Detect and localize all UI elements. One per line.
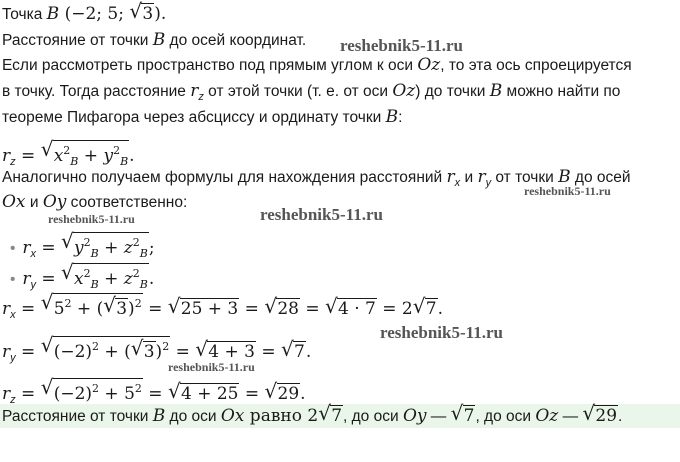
text: — xyxy=(426,408,451,425)
math-var: B xyxy=(489,81,503,101)
sqrt xyxy=(413,297,438,321)
superscript: 2 xyxy=(92,382,100,395)
radicand: 25 + 3 xyxy=(180,299,239,319)
math-var: x xyxy=(74,269,84,289)
text: : xyxy=(398,109,403,126)
math: . xyxy=(437,299,443,319)
sqrt xyxy=(41,378,143,406)
math: = xyxy=(255,342,281,362)
math: + ( xyxy=(71,299,104,319)
sqrt xyxy=(103,298,128,319)
math-var: r xyxy=(446,167,455,187)
text: Расстояние от точки xyxy=(2,32,153,49)
radicand: 29 xyxy=(277,384,300,404)
math: равно 2 xyxy=(244,406,319,426)
subscript: y xyxy=(30,279,36,291)
text: в точку. Тогда расстояние xyxy=(2,83,191,100)
subscript: z xyxy=(198,91,204,103)
radicand: 4 + 25 xyxy=(180,384,239,404)
subscript: B xyxy=(139,278,148,291)
radicand xyxy=(53,293,143,319)
math-var: r xyxy=(2,299,11,319)
section-heading xyxy=(2,28,306,53)
radicand: 7 xyxy=(294,342,305,362)
superscript: 2 xyxy=(134,382,142,395)
text: до осей координат. xyxy=(165,32,307,49)
math: = xyxy=(35,269,62,289)
math-var: Oy xyxy=(42,192,67,212)
watermark: reshebnik5-11.ru xyxy=(168,360,255,374)
text: можно найти по xyxy=(502,83,621,100)
subscript: y xyxy=(485,177,492,189)
math-var: r xyxy=(22,269,31,289)
text: , то эта ось спроецируется xyxy=(440,57,632,74)
sqrt xyxy=(318,404,343,428)
text: до осей xyxy=(570,169,631,186)
math: = xyxy=(142,384,168,404)
superscript: 2 xyxy=(63,144,71,157)
math-var: z xyxy=(123,238,133,258)
sqrt xyxy=(41,293,143,321)
radicand xyxy=(53,378,143,404)
math-var: Oz xyxy=(417,55,441,75)
sqrt xyxy=(325,297,377,321)
math: = xyxy=(170,342,196,362)
radicand: 28 xyxy=(277,299,299,319)
math: + xyxy=(98,238,124,258)
sqrt xyxy=(41,336,170,364)
text: , до оси xyxy=(343,408,403,425)
sqrt xyxy=(61,263,149,295)
radicand xyxy=(73,232,149,264)
radicand: 29 xyxy=(595,406,618,426)
subscript: x xyxy=(30,248,36,260)
math-var: B xyxy=(558,167,571,187)
text: Точка xyxy=(2,6,47,23)
superscript: 2 xyxy=(83,236,91,249)
math-var: Oz xyxy=(535,406,559,426)
list-item xyxy=(10,232,155,266)
superscript: 2 xyxy=(132,236,140,249)
text: и xyxy=(460,169,478,186)
math-var: r xyxy=(22,238,31,258)
math-var: Oz xyxy=(392,81,416,101)
paragraph-line xyxy=(2,105,402,130)
math: ). xyxy=(154,4,167,24)
superscript: 2 xyxy=(92,340,100,353)
radicand xyxy=(73,263,149,295)
subscript: x xyxy=(10,309,16,321)
text: соответственно: xyxy=(66,194,188,211)
text: теореме Пифагора через абсциссу и ординату точки xyxy=(2,109,386,126)
text: от этой точки (т. е. от оси xyxy=(203,83,393,100)
sqrt xyxy=(168,382,240,406)
radicand: 7 xyxy=(331,406,343,426)
text: . xyxy=(618,408,623,425)
superscript: 2 xyxy=(132,267,140,280)
math: = xyxy=(15,299,41,319)
subscript: B xyxy=(70,155,79,168)
math: + xyxy=(78,146,104,166)
math-var: y xyxy=(103,146,114,166)
math-var: Ox xyxy=(2,192,26,212)
radicand: 3 xyxy=(142,4,154,24)
text: до оси xyxy=(165,408,221,425)
math: = 2 xyxy=(376,299,413,319)
text: ) до точки xyxy=(415,83,490,100)
math: + 5 xyxy=(99,384,135,404)
superscript: 2 xyxy=(162,340,170,353)
watermark: reshebnik5-11.ru xyxy=(340,36,463,55)
paragraph-line xyxy=(2,53,632,78)
superscript: 2 xyxy=(113,144,121,157)
calc-ry xyxy=(2,336,311,370)
subscript: z xyxy=(10,156,16,168)
calc-rx xyxy=(2,293,443,327)
subscript: x xyxy=(454,177,461,189)
math-var: x xyxy=(53,146,64,166)
math: . xyxy=(148,269,155,289)
math: 5 xyxy=(53,299,65,319)
superscript: 2 xyxy=(64,297,72,310)
text: Расстояние от точки xyxy=(2,408,153,425)
radicand xyxy=(53,336,170,362)
superscript: 2 xyxy=(134,297,142,310)
math-var: B xyxy=(46,4,60,24)
math: = xyxy=(35,238,62,258)
radicand: 7 xyxy=(463,406,475,426)
list-item xyxy=(10,263,154,297)
watermark: reshebnik5-11.ru xyxy=(524,184,611,198)
subscript: z xyxy=(10,394,16,406)
radicand: 7 xyxy=(425,299,437,319)
text: Аналогично получаем формулы для нахождения расстояний xyxy=(2,169,447,186)
math: + ( xyxy=(99,342,131,362)
text: — xyxy=(558,408,583,425)
math-var: r xyxy=(477,167,486,187)
superscript: 2 xyxy=(83,267,91,280)
math-var: B xyxy=(385,107,399,127)
math: = xyxy=(15,342,41,362)
sqrt xyxy=(264,297,300,321)
radicand: 4 · 7 xyxy=(338,299,376,319)
math-var: Ox xyxy=(220,406,245,426)
math-var: r xyxy=(2,384,11,404)
math: . xyxy=(305,342,312,362)
point-definition xyxy=(2,2,166,27)
bullet-icon: • xyxy=(10,271,16,288)
sqrt xyxy=(451,404,476,428)
text: Если рассмотреть пространство под прямым углом к оси xyxy=(2,57,418,74)
radicand: 4 + 3 xyxy=(208,342,255,362)
sqrt xyxy=(168,297,240,321)
subscript: B xyxy=(139,247,148,260)
math-var: B xyxy=(152,30,166,50)
radicand: 3 xyxy=(143,342,155,362)
math-var: y xyxy=(74,238,84,258)
math: ; xyxy=(148,238,155,258)
math: = xyxy=(239,384,265,404)
math: = xyxy=(239,299,265,319)
sqrt xyxy=(61,232,149,264)
math-var: z xyxy=(123,269,133,289)
subscript: B xyxy=(120,155,129,168)
answer-line xyxy=(2,404,622,429)
subscript: B xyxy=(90,278,99,291)
sqrt xyxy=(582,404,618,428)
math-var: r xyxy=(2,146,11,166)
math: ) xyxy=(155,342,163,362)
math-var: r xyxy=(190,81,199,101)
math-var: B xyxy=(152,406,166,426)
subscript: y xyxy=(10,352,16,364)
watermark: reshebnik5-11.ru xyxy=(260,205,383,224)
watermark: reshebnik5-11.ru xyxy=(380,323,503,342)
sqrt xyxy=(265,382,301,406)
math-var: r xyxy=(2,342,11,362)
math: (−2) xyxy=(53,342,93,362)
text: и xyxy=(25,194,43,211)
math: . xyxy=(300,384,306,404)
math: (−2; 5; xyxy=(59,4,130,24)
math: . xyxy=(129,146,135,166)
math-var: Oy xyxy=(402,406,427,426)
bullet-icon: • xyxy=(10,240,16,257)
text: , до оси xyxy=(475,408,536,425)
math: (−2) xyxy=(53,384,93,404)
sqrt xyxy=(129,2,154,26)
subscript: B xyxy=(90,247,99,260)
text: от точки xyxy=(491,169,559,186)
sqrt xyxy=(281,340,306,364)
sqrt xyxy=(131,341,156,362)
math: = xyxy=(142,299,168,319)
watermark: reshebnik5-11.ru xyxy=(48,212,135,226)
radicand: 3 xyxy=(116,299,128,319)
math: = xyxy=(299,299,326,319)
math: = xyxy=(15,384,41,404)
math: ) xyxy=(128,299,135,319)
math: + xyxy=(98,269,124,289)
math: = xyxy=(15,146,41,166)
